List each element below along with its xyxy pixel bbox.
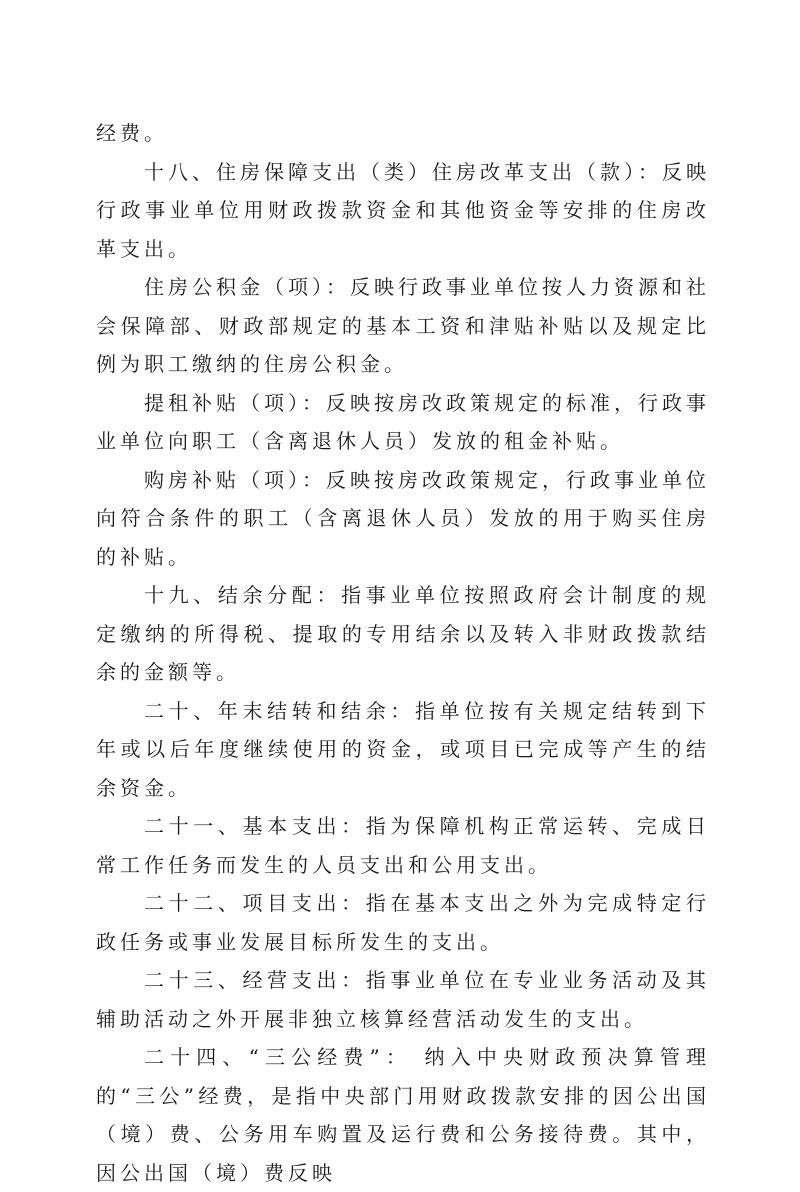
paragraph-item-22-project-expenditure: 二十二、项目支出：指在基本支出之外为完成特定行政任务或事业发展目标所发生的支出。 <box>96 891 710 954</box>
paragraph-housing-purchase-subsidy: 购房补贴（项）：反映按房改政策规定，行政事业单位向符合条件的职工（含离退休人员）发放的用于购买住房的补贴。 <box>96 467 710 569</box>
paragraph-item-23-operating-expenditure: 二十三、经营支出：指事业单位在专业业务活动及其辅助活动之外开展非独立核算经营活动发生的支出。 <box>96 968 710 1031</box>
paragraph-item-21-basic-expenditure: 二十一、基本支出：指为保障机构正常运转、完成日常工作任务而发生的人员支出和公用支出。 <box>96 814 710 877</box>
paragraph-continuation: 经费。 <box>96 121 168 145</box>
paragraph-item-19-surplus-distribution: 十九、结余分配：指事业单位按照政府会计制度的规定缴纳的所得税、提取的专用结余以及转入非财政拨款结余的金额等。 <box>96 583 710 684</box>
document-body <box>96 114 710 1192</box>
paragraph-item-20-year-end-carryover: 二十、年末结转和结余：指单位按有关规定结转到下年或以后年度继续使用的资金，或项目已完成等产生的结余资金。 <box>96 698 710 800</box>
paragraph-housing-provident-fund: 住房公积金（项）：反映行政事业单位按人力资源和社会保障部、财政部规定的基本工资和津贴补贴以及规定比例为职工缴纳的住房公积金。 <box>96 275 710 376</box>
paragraph-rent-subsidy: 提租补贴（项）：反映按房改政策规定的标准，行政事业单位向职工（含离退休人员）发放的租金补贴。 <box>96 390 710 453</box>
paragraph-item-18-housing-reform: 十八、住房保障支出（类）住房改革支出（款）：反映行政事业单位用财政拨款资金和其他资金等安排的住房改革支出。 <box>96 159 710 261</box>
paragraph-item-24-three-public-expenses: 二十四、“三公经费”： 纳入中央财政预决算管理的“三公”经费，是指中央部门用财政拨款安排的因公出国（境）费、公务用车购置及运行费和公务接待费。其中，因公出国（境）费反映 <box>96 1045 710 1185</box>
